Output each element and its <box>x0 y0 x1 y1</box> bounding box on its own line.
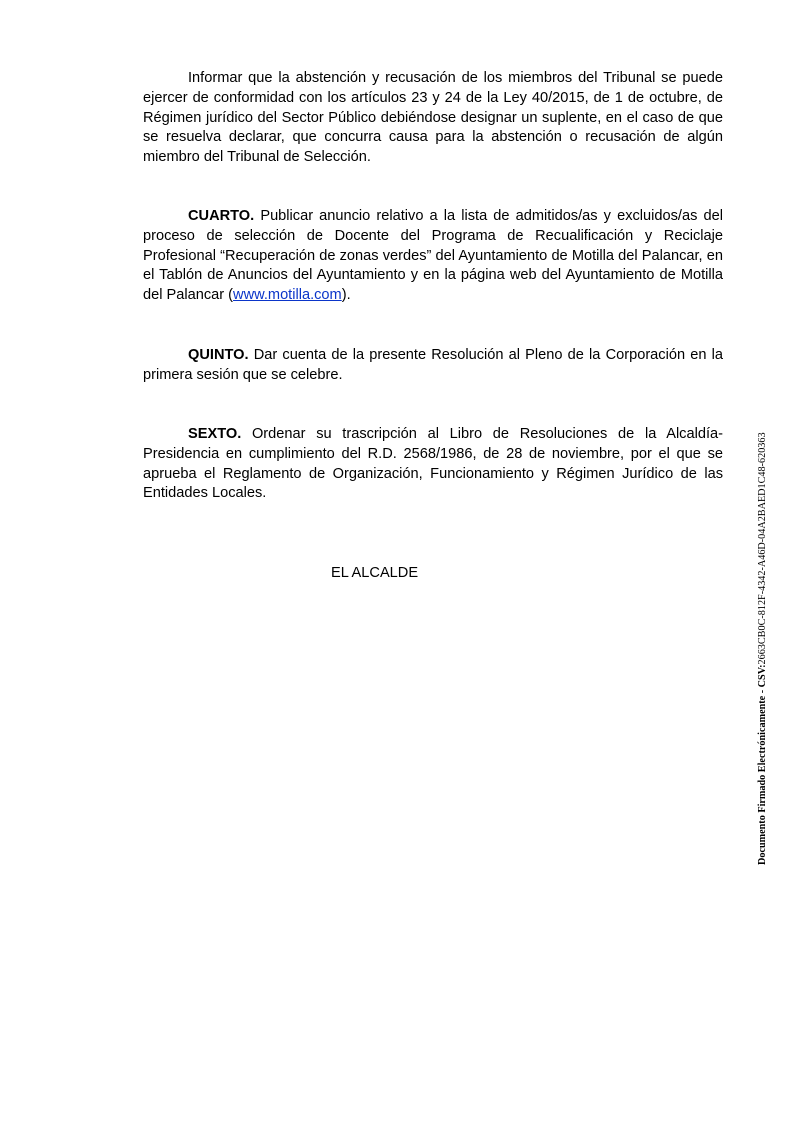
cuarto-label: CUARTO. <box>188 208 255 224</box>
paragraph-sexto <box>143 425 723 504</box>
quinto-text: Dar cuenta de la presente Resolución al Pleno de la Corporación en la primera sesión que se celebre. <box>143 347 723 383</box>
sexto-label: SEXTO. <box>188 426 242 442</box>
quinto-label: QUINTO. <box>188 347 249 363</box>
csv-stamp-text <box>756 432 770 865</box>
paragraph-quinto <box>143 346 723 386</box>
paragraph-abstention <box>143 69 723 168</box>
motilla-website-link[interactable]: www.motilla.com <box>233 287 342 304</box>
csv-code: 2663CB0C-812F-4342-A46D-04A2BAED1C48-620363 <box>757 432 768 665</box>
csv-label: Documento Firmado Electrónicamente - CSV: <box>757 664 768 865</box>
cuarto-text-end: ). <box>341 287 351 304</box>
paragraph-abstention-text: Informar que la abstención y recusación de los miembros del Tribunal se puede ejercer de conformidad con los artículos 23 y 24 de la Ley 40/2015, de 1 de octubre, de Régimen jurídico del Sector Público debiéndose designar un suplente, en el caso de que se resuelva declarar, que concurra causa para la abstención o recusación de algún miembro del Tribunal de Selección. <box>143 70 723 166</box>
sexto-text: Ordenar su trascripción al Libro de Resoluciones de la Alcaldía-Presidencia en cumplimiento del R.D. 2568/1986, de 28 de noviembre, por el que se aprueba el Reglamento de Organización, Funcionamiento y Régimen Jurídico de las Entidades Locales. <box>143 426 723 502</box>
paragraph-cuarto <box>143 207 723 306</box>
cuarto-text: Publicar anuncio relativo a la lista de admitidos/as y excluidos/as del proceso de selección de Docente del Programa de Recualificación y Reciclaje Profesional “Recuperación de zonas verdes” del Ayuntamiento de Motilla del Palancar, en el Tablón de Anuncios del Ayuntamiento y en la página web del Ayuntamiento de Motilla del Palancar ( <box>143 208 723 304</box>
signature-title: EL ALCALDE <box>331 565 419 581</box>
electronic-signature-stamp <box>756 432 778 865</box>
